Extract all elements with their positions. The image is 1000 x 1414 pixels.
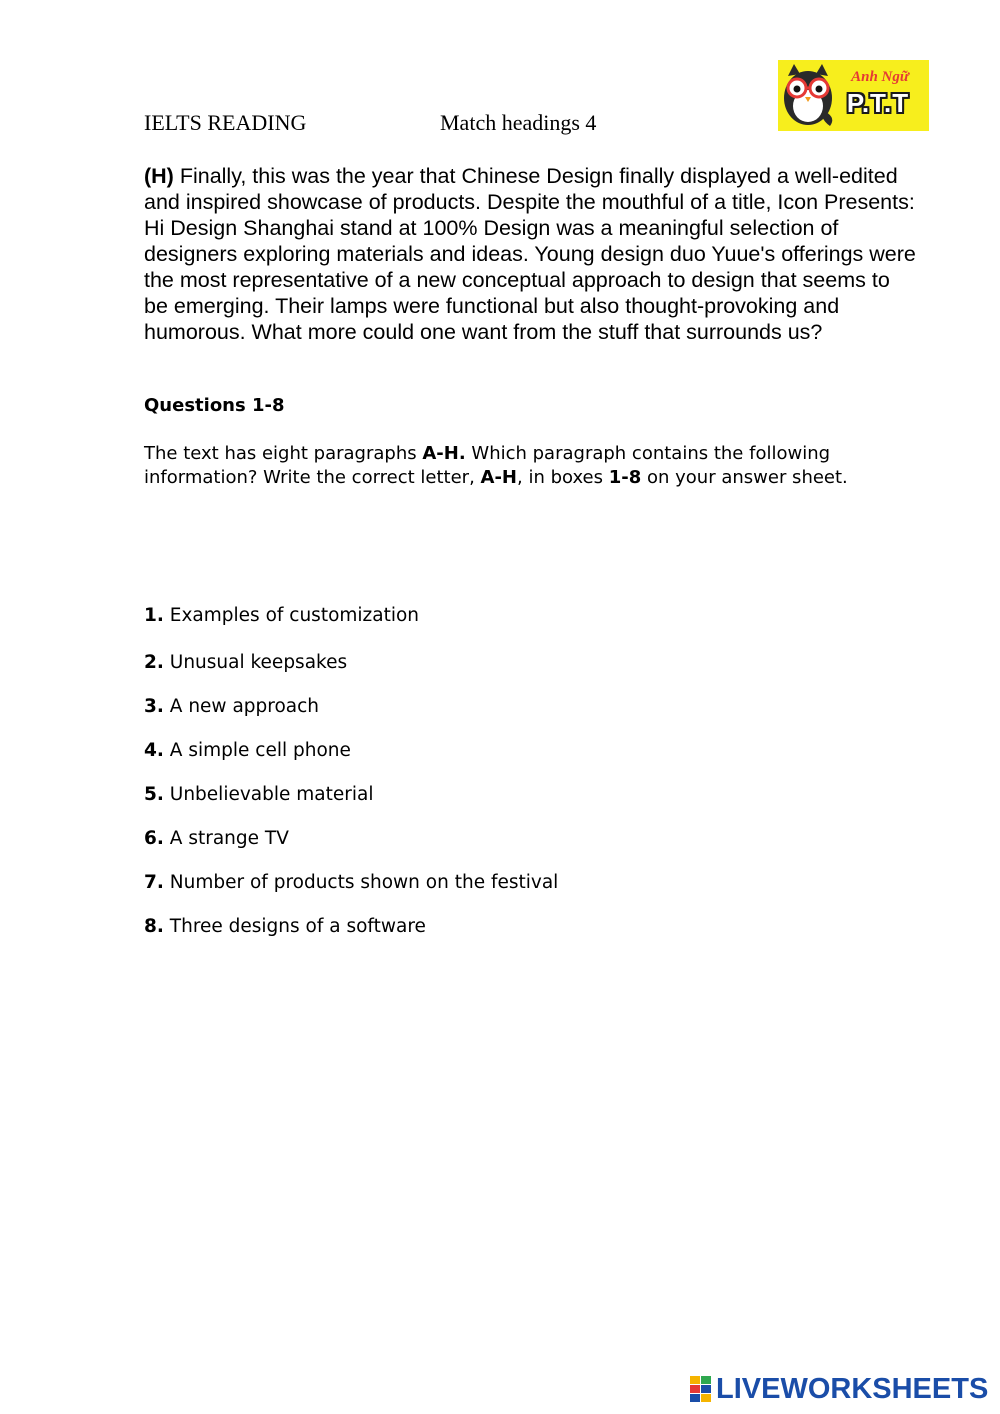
header-subtitle: Match headings 4 [440, 110, 597, 135]
question-number: 8. [144, 916, 164, 937]
question-item [144, 916, 426, 937]
paragraph-text: Finally, this was the year that Chinese Design finally displayed a well-edited and inspired showcase of products. Despite the mouthful of a title, Icon Presents: Hi Design Shanghai stand at 100% Design was a meaningful selection of designers exploring materials and ideas. Young design duo Yuue's offerings were the most representative of a new conceptual approach to design that seems to be emerging. Their lamps were functional but also thought-provoking and humorous. What more could one want from the stuff that surrounds us? [144, 164, 916, 344]
question-text: Unusual keepsakes [163, 652, 348, 673]
logo-top-text: Anh Ngữ [851, 69, 909, 85]
question-text: Three designs of a software [163, 916, 426, 937]
instructions-text: The text has eight paragraphs [144, 443, 423, 464]
liveworksheets-blocks-icon [690, 1376, 712, 1402]
question-item [144, 784, 374, 805]
question-item [144, 605, 419, 626]
question-number: 5. [144, 784, 164, 805]
question-item [144, 828, 289, 849]
instructions-bold: 1-8 [608, 467, 642, 488]
school-logo [778, 60, 929, 131]
paragraph-label: (H) [144, 164, 174, 188]
question-text: A new approach [163, 696, 320, 717]
header-title: IELTS READING [144, 110, 307, 135]
question-text: Unbelievable material [163, 784, 374, 805]
question-number: 1. [144, 605, 164, 626]
questions-heading: Questions 1-8 [144, 395, 285, 416]
question-item [144, 740, 351, 761]
question-number: 3. [144, 696, 164, 717]
worksheet-header [144, 110, 744, 136]
question-number: 6. [144, 828, 164, 849]
question-item [144, 652, 347, 673]
question-item [144, 696, 319, 717]
logo-main-text: P.T.T [846, 88, 910, 118]
question-number: 4. [144, 740, 164, 761]
question-text: A strange TV [163, 828, 289, 849]
question-number: 7. [144, 872, 164, 893]
question-text: Number of products shown on the festival [163, 872, 559, 893]
questions-instructions [144, 442, 904, 490]
liveworksheets-brand: LIVEWORKSHEETS [716, 1373, 989, 1405]
instructions-text: on your answer sheet. [641, 467, 848, 488]
instructions-bold: A-H [480, 467, 517, 488]
instructions-bold: A-H. [422, 443, 466, 464]
question-item [144, 872, 558, 893]
instructions-text: , in boxes [517, 467, 609, 488]
reading-paragraph-h [144, 163, 919, 345]
question-text: Examples of customization [163, 605, 420, 626]
instructions-text: Which paragraph contains the following information? Write the correct letter, [144, 443, 831, 488]
question-text: A simple cell phone [163, 740, 351, 761]
question-number: 2. [144, 652, 164, 673]
